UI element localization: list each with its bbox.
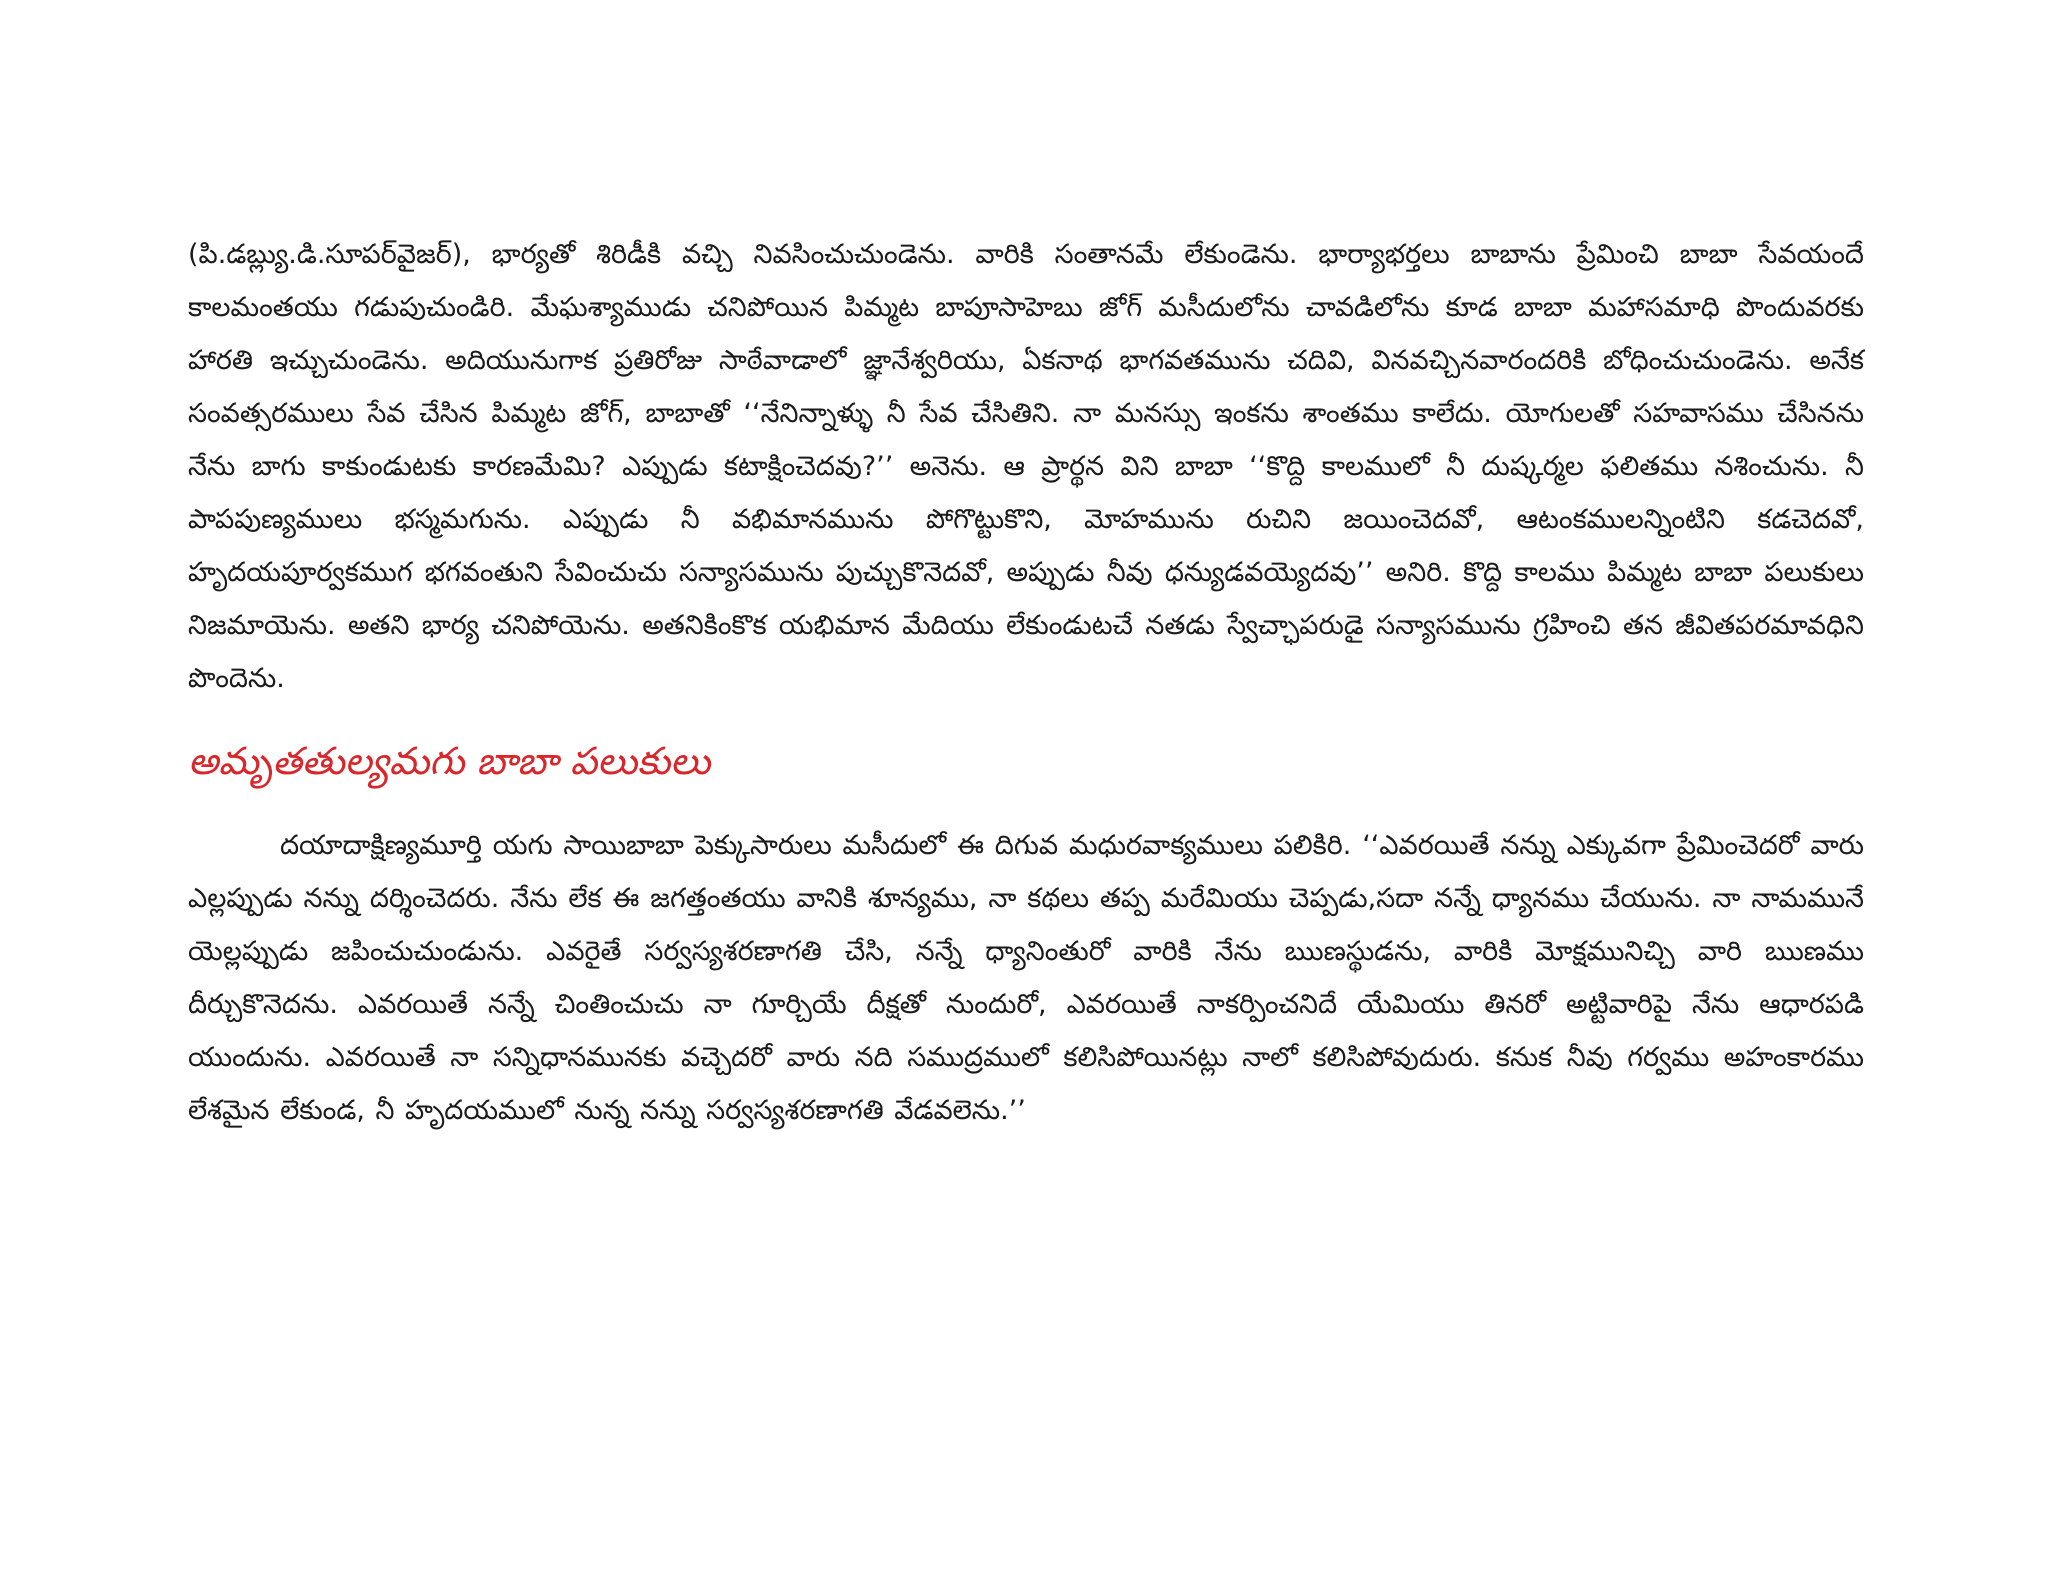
document-body <box>188 228 1864 1137</box>
body-paragraph-2: దయాదాక్షిణ్యమూర్తి యగు సాయిబాబా పెక్కుసారులు మసీదులో ఈ దిగువ మధురవాక్యములు పలికిరి. ‘‘ఎవరయితే నన్ను ఎక్కువగా ప్రేమించెదరో వారు ఎల్లప్పుడు నన్ను దర్శించెదరు. నేను లేక ఈ జగత్తంతయు వానికి శూన్యము, నా కథలు తప్ప మరేమియు చెప్పడు,సదా నన్నే ధ్యానము చేయును. నా నామమునే యెల్లప్పుడు జపించుచుండును. ఎవరైతే సర్వస్యశరణాగతి చేసి, నన్నే ధ్యానింతురో వారికి నేను ఋణస్థుడను, వారికి మోక్షమునిచ్చి వారి ఋణము దీర్చుకొనెదను. ఎవరయితే నన్నే చింతించుచు నా గూర్చియే దీక్షతో నుందురో, ఎవరయితే నాకర్పించనిదే యేమియు తినరో అట్టివారిపై నేను ఆధారపడి యుందును. ఎవరయితే నా సన్నిధానమునకు వచ్చెదరో వారు నది సముద్రములో కలిసిపోయినట్లు నాలో కలిసిపోవుదురు. కనుక నీవు గర్వము అహంకారము లేశమైన లేకుండ, నీ హృదయములో నున్న నన్ను సర్వస్యశరణాగతి వేడవలెను.’’ <box>188 830 1864 1126</box>
body-paragraph-1: (పి.డబ్ల్యు.డి.సూపర్‌వైజర్), భార్యతో శిరిడీకి వచ్చి నివసించుచుండెను. వారికి సంతానమే లేకుండెను. భార్యాభర్తలు బాబాను ప్రేమించి బాబా సేవయందే కాలమంతయు గడుపుచుండిరి. మేఘశ్యాముడు చనిపోయిన పిమ్మట బాపూసాహెబు జోగ్ మసీదులోను చావడిలోను కూడ బాబా మహాసమాధి పొందువరకు హారతి ఇచ్చుచుండెను. అదియునుగాక ప్రతిరోజు సాఠేవాడాలో జ్ఞానేశ్వరియు, ఏకనాథ భాగవతమును చదివి, వినవచ్చినవారందరికి బోధించుచుండెను. అనేక సంవత్సరములు సేవ చేసిన పిమ్మట జోగ్, బాబాతో ‘‘నేనిన్నాళ్ళు నీ సేవ చేసితిని. నా మనస్సు ఇంకను శాంతము కాలేదు. యోగులతో సహవాసము చేసినను నేను బాగు కాకుండుటకు కారణమేమి? ఎప్పుడు కటాక్షించెదవు?’’ అనెను. ఆ ప్రార్థన విని బాబా ‘‘కొద్ది కాలములో నీ దుష్కర్మల ఫలితము నశించును. నీ పాపపుణ్యములు భస్మమగును. ఎప్పుడు నీ వభిమానమును పోగొట్టుకొని, మోహమును రుచిని జయించెదవో, ఆటంకములన్నింటిని కడచెదవో, హృదయపూర్వకముగ భగవంతుని సేవించుచు సన్యాసమును పుచ్చుకొనెదవో, అప్పుడు నీవు ధన్యుడవయ్యెదవు’’ అనిరి. కొద్ది కాలము పిమ్మట బాబా పలుకులు నిజమాయెను. అతని భార్య చనిపోయెను. అతనికింకొక యభిమాన మేదియు లేకుండుటచే నతడు స్వేచ్ఛాపరుడై సన్యాసమును గ్రహించి తన జీవితపరమావధిని పొందెను. <box>188 239 1864 694</box>
section-heading: అమృతతుల్యమగు బాబా పలుకులు <box>188 739 711 783</box>
